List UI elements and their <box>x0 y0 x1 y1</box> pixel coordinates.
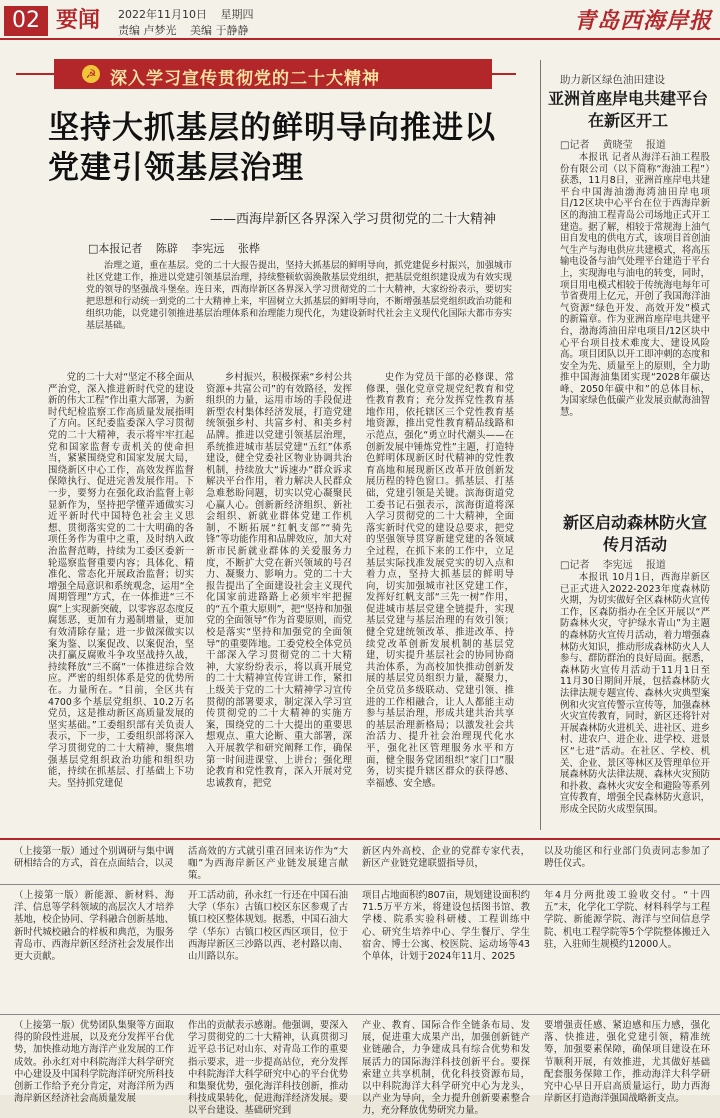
header-designer: 美编 于静静 <box>190 24 249 37</box>
right-byline-1 <box>560 136 676 151</box>
right-kicker: 助力新区绿色油田建设 <box>560 74 665 86</box>
row-divider <box>0 1014 720 1015</box>
right-headline-1: 亚洲首座岸电共建平台在新区开工 <box>548 89 709 130</box>
row-divider <box>0 884 720 885</box>
jump-text-2d: 年4月分两批竣工验收交付。“十四五”末，化学化工学院、材料科学与工程学院、新能源学院、海洋与空间信息学院、机电工程学院等5个学院整体搬迁入驻，入驻师生规模约12000人。 <box>544 890 710 950</box>
byline-author: 陈辟 <box>155 242 178 255</box>
article-column-1: 党的二十大对“坚定不移全面从严治党，深入推进新时代党的建设新的伟大工程”作出重大部署，为新时代纪检监察工作高质量发展指明了方向。区纪委监委深入学习贯彻党的二十大精神，表示将牢牢扛起党和国家监督专责机关的使命担当，紧紧围绕党和国家发展大局，围绕新区中心工作，高效发挥监督保障执行、促进完善发展作用。下一步，要努力在强化政治监督上彰显新作为，坚持把学懂弄通做实习近平新时代中国特色社会主义思想、贯彻落实党的二十大明确的各项任务作为重中之重，及时纳入政治监督范畴，持续为工委区委新一轮巡察监督重要内容；具体化、精准化、常态化开展政治监督；切实增强全局意识和系统观念，运用“全周期管理”方式，在一体推进“三不腐”上实现新突破，以零容忍态度反腐惩恶，更加有力遏制增量，更加有效清除存量；进一步做深做实以案为鉴、以案促改、以案促治，坚决打赢反腐败斗争攻坚战持久战，持续释放“三不腐”一体推进综合效应。严密的组织体系是党的优势所在。力量所在。“目前，全区共有4700多个基层党组织、10.2万名党员，这是推动新区高质量发展的坚实基础。”工委组织部有关负责人表示，下一步，工委组织部将深入学习贯彻党的二十大精神，聚焦增强基层党组织政治功能和组织功能，持续在抓基层、打基础上下功夫。坚持抓党建促 <box>48 372 194 789</box>
right-headline-2: 新区启动森林防火宣传月活动 <box>562 513 707 554</box>
right-byline-2 <box>560 556 676 571</box>
header-weekday: 星期四 <box>220 8 254 21</box>
jump-text-1d: 以及功能区和行业部门负责同志参加了聘任仪式。 <box>544 846 710 870</box>
jump-text-1b: 活高效的方式就引重召回来访作为“大咖”为西海岸新区产业链发展建言献策。 <box>188 846 348 882</box>
jump-text-2c: 项目占地面积约807亩，规划建设面积约71.5万平方米，将建设包括图书馆、教学楼、院系实验科研楼、工程训练中心、研究生培养中心、学生餐厅、学生宿舍、博士公寓、校医院、运动场等43个单体，计划于2024年11月、2025 <box>362 890 530 963</box>
right-article-body-2: 本报讯 10月1日，西海岸新区已正式进入2022-2023年度森林防火期，为切实做好全区森林防火宣传工作，区森防指办在全区开展以“严防森林火灾，守护绿水青山”为主题的森林防火宣传月活动，着力增强森林防火知识，推动形成森林防火人人参与、群防群治的良好局面。据悉，森林防火宣传月活动于11月1日至11月30日期间开展，包括森林防火法律法规专题宣传、森林火灾典型案例和火灾宣传警示宣传等，加强森林火灾宣传教育，同时，新区还将针对开展森林防火进机关、进社区、进乡村、进农户、进企业、进学校、进景区“七进”活动。在社区、学校、机关、企业、景区等林区及管理单位开展森林防火法律法规、森林火灾预防和扑救、森林火灾安全和避险等系列宣传教育，增强全民森林防火意识，形成全民防火成型氛围。 <box>560 572 711 815</box>
byline-label: □本报记者 <box>88 242 143 255</box>
main-byline <box>88 240 270 256</box>
section-name: 要闻 <box>56 8 101 33</box>
byline-author: 李宪远 <box>602 560 633 571</box>
main-lead: 治理之道，重在基层。党的二十大报告提出，坚持大抓基层的鲜明导向，抓党建促乡村振兴，加强城市社区党建工作，推进以党建引领基层治理，持续整顿软弱涣散基层党组织，把基层党组织建设成为有效实现党的领导的坚强战斗堡垒。连日来，西海岸新区各界深入学习贯彻党的二十大精神，大家纷纷表示，要切实把思想和行动统一到党的二十大精神上来，牢固树立大抓基层的鲜明导向，不断增强基层党组织政治功能和组织功能，以党建引领推进基层治理体系和治理能力现代化，为建设新时代社会主义现代化国际大都市夯实基层基础。 <box>86 261 512 331</box>
main-subtitle: ——西海岸新区各界深入学习贯彻党的二十大精神 <box>210 212 497 227</box>
jump-text-3b: 作出的贡献表示感谢。他强调，要深入学习贯彻党的二十大精神，认真贯彻习近平总书记对山东、对青岛工作的重要指示要求，进一步提高站位，充分发挥中科院海洋大科学研究中心的平台优势和集聚优势，强化海洋科技创新，推动科技成果转化，促进海洋经济发展。要以平台建设、基础研究到 <box>188 1020 348 1117</box>
newspaper-logo: 青岛西海岸报 <box>573 8 712 34</box>
masthead <box>0 0 720 40</box>
jump-text-3c: 产业、教育、国际合作全链条布局、发展，促进重大成果产出，加强创新链产业链融合，力争建成具有综合优势和发展活力的国际海洋科技创新平台。要探索建立共享机制，优化科技资源布局，以中科院海洋大科学研究中心为龙头，以产业为导向，全力提升创新要素整合力，充分释放优势研究力量。 <box>362 1020 530 1117</box>
right-article-body-1: 本报讯 记者从海洋石油工程股份有限公司（以下简称“海油工程”）获悉，11月8日，亚洲首座岸电共建平台中国海油渤海湾油田岸电项目/12区块中心平台在位于西海岸新区的海油工程青岛公司场地正式开工建造。据了解，相较于常规海上油气田自发电的供电方式，该项目首创油气生产与海电供应共建模式，将高压输电设备与油气处理平台建造于平台上，实现海电与油电的转变，同时，项目用电模式相较于传统海电每年可节省费用上亿元，开创了我国海洋油气资源“绿色开发、高效开发”模式的新篇章。作为亚洲首座岸电共建平台，渤海湾油田岸电项目/12区块中心平台项目技术难度大、建设风险高。项目团队以开工即冲刺的态度和安全为先、质量至上的原则，全力助推中国海油集团实现“2028年碳达峰、2050年碳中和”的总体目标，为国家绿色低碳产业发展贡献海油智慧。 <box>560 152 711 419</box>
header-credit-line <box>118 22 259 38</box>
party-emblem-icon: ☭ <box>82 65 100 83</box>
jump-text-2b: 开工活动前，孙永红一行还在中国石油大学（华东）古镇口校区东区参观了古镇口校区整体规划。据悉，中国石油大学（华东）古镇口校区西区项目，位于西海岸新区三沙路以西、老村路以南、山川路以东。 <box>188 890 348 963</box>
header-date-line <box>118 6 264 22</box>
jump-text-3d: 要增强责任感、紧迫感和压力感，强化落、快推进，强化党建引领，精准统筹，加强要素保障，确保项目建设在环节顺利开展，有效推进，尤其做好基础配套服务保障工作，推动海洋大科学研究中心早日开启高质量运行，助力西海岸新区打造海洋强国战略新支点。 <box>544 1020 710 1105</box>
jump-text-3a: （上接第一版）优势团队集聚等方面取得的阶段性进展，以及充分发挥平台优势，加快推动地方海洋产业发展的工作成效。孙永红对中科院海洋大科学研究中心建设及中国科学院海洋研究所科技创新工作给予充分肯定，对海洋所为西海岸新区经济社会高质量发展 <box>14 1020 174 1105</box>
header-date: 2022年11月10日 <box>118 8 207 21</box>
byline-author: 黄晓莹 <box>602 140 633 151</box>
byline-label: 报道 <box>645 140 666 151</box>
byline-author: 李宪远 <box>191 242 225 255</box>
byline-author: 张桦 <box>237 242 260 255</box>
header-editor: 责编 卢梦光 <box>118 24 177 37</box>
page-number: 02 <box>4 6 48 36</box>
byline-label: 报道 <box>645 560 666 571</box>
jump-text-1c: 新区内外高校、企业的党群专家代表，新区产业链党建联盟指导员， <box>362 846 530 870</box>
bottom-divider <box>0 838 720 840</box>
main-headline: 坚持大抓基层的鲜明导向推进以党建引领基层治理 <box>48 110 496 186</box>
byline-label: □记者 <box>560 140 590 151</box>
column-divider <box>540 60 541 830</box>
banner-text: 深入学习宣传贯彻党的二十大精神 <box>110 69 380 89</box>
article-column-2: 乡村振兴，积极探索“乡村公共资源+共富公司”的有效路径，发挥组织的力量，运用市场的手段促进新型农村集体经济发展，打造党建统领强乡村、共富乡村、和美乡村品牌。推进以党建引领基层治理，系统推进城市基层党建“五红”体系建设，健全党委社区物业协调共治机制，持续放大“诉速办”群众诉求解决平台作用，着力解决人民群众急难愁盼问题，切实以党心凝聚民心赢人心。创新新经济组织、新社会组织、新就业群体党建工作机制，不断拓展“红帆支部”“骑先锋”等功能作用和品牌效应，加大对新市民新就业群体的关爱服务力度，不断扩大党在新兴领域的号召力、凝聚力、影响力。党的二十大报告提出了全面建设社会主义现代化国家前进路路上必须牢牢把握的“五个重大原则”，把“坚持和加强党的全面领导”作为首要原则，而党校是落实“坚持和加强党的全面领导”的重要阵地。工委党校全体党员干部深入学习贯彻党的二十大精神，大家纷纷表示，将以真开展党的二十大精神宣传宣讲工作，紧扣上级关于党的二十大精神学习宣传贯彻的部署要求，制定深入学习宣传贯彻党的二十大精神的实施方案，围绕党的二十大提出的重要思想观点、重大论断、重大部署，深入开展教学和研究阐释工作，确保第一时间进课堂、上讲台；强化理论教育和党性教育，深入开展对党忠诚教育，把党 <box>206 372 352 789</box>
jump-text-2a: （上接第一版）新能源、新材料、海洋、信息等学科领域的高层次人才培养基地，校企协同、学科融合创新基地、新时代城校融合的样板和典范，为服务青岛市、西海岸新区经济社会发展作出更大贡献。 <box>14 890 174 963</box>
byline-label: □记者 <box>560 560 590 571</box>
topic-banner <box>54 59 492 89</box>
jump-text-1a: （上接第一版）通过个别调研与集中调研相结合的方式，首在点面结合，以灵 <box>14 846 174 870</box>
article-column-3: 史作为党员干部的必修课、常修课，强化党章党规党纪教育和党性教育教育；充分发挥党性教育基地作用，依托辖区三个党性教育基地资源，推出党性教育精品线路和示范点，强化“勇立时代潮头——在创新发展中锤炼党性”主题，打造特色鲜明体现新区时代精神的党性教育高地和展现新区改革开放创新发展历程的特色窗口。抓基层、打基础，党建引领是关键。滨海街道党工委书记石强表示，滨海街道将深入学习贯彻党的二十大精神，全面落实新时代党的建设总要求，把党的坚强领导贯穿新建党建的各领域全过程，在抓下来的工作中，立足基层实际找准发展党实的切入点和着力点，坚持大抓基层的鲜明导向，切实加强城市社区党建工作，发挥好红帆支部“三先一树”作用，促进城市基层党建全链提升，实现基层党建与基层治理的有效引领；健全党建统领改革、推进改革、持续党改革创新发展机制的基层党建，切实提升基层社会的协同协商共治体系，为高校加快推动创新发展的基层党员组织力量，凝聚力，全员党员多级联动、党建引领、推进的工作相融合，让人人都能主动参与基层治理，形成共建共治共享的基层治理新格局；以激发社会共治活力、提升社会治理现代化水平，强化社区管理服务水平和方面，健全服务党团组织“家门口”服务，切实提升辖区群众的获得感、幸福感、安全感。 <box>366 372 514 789</box>
